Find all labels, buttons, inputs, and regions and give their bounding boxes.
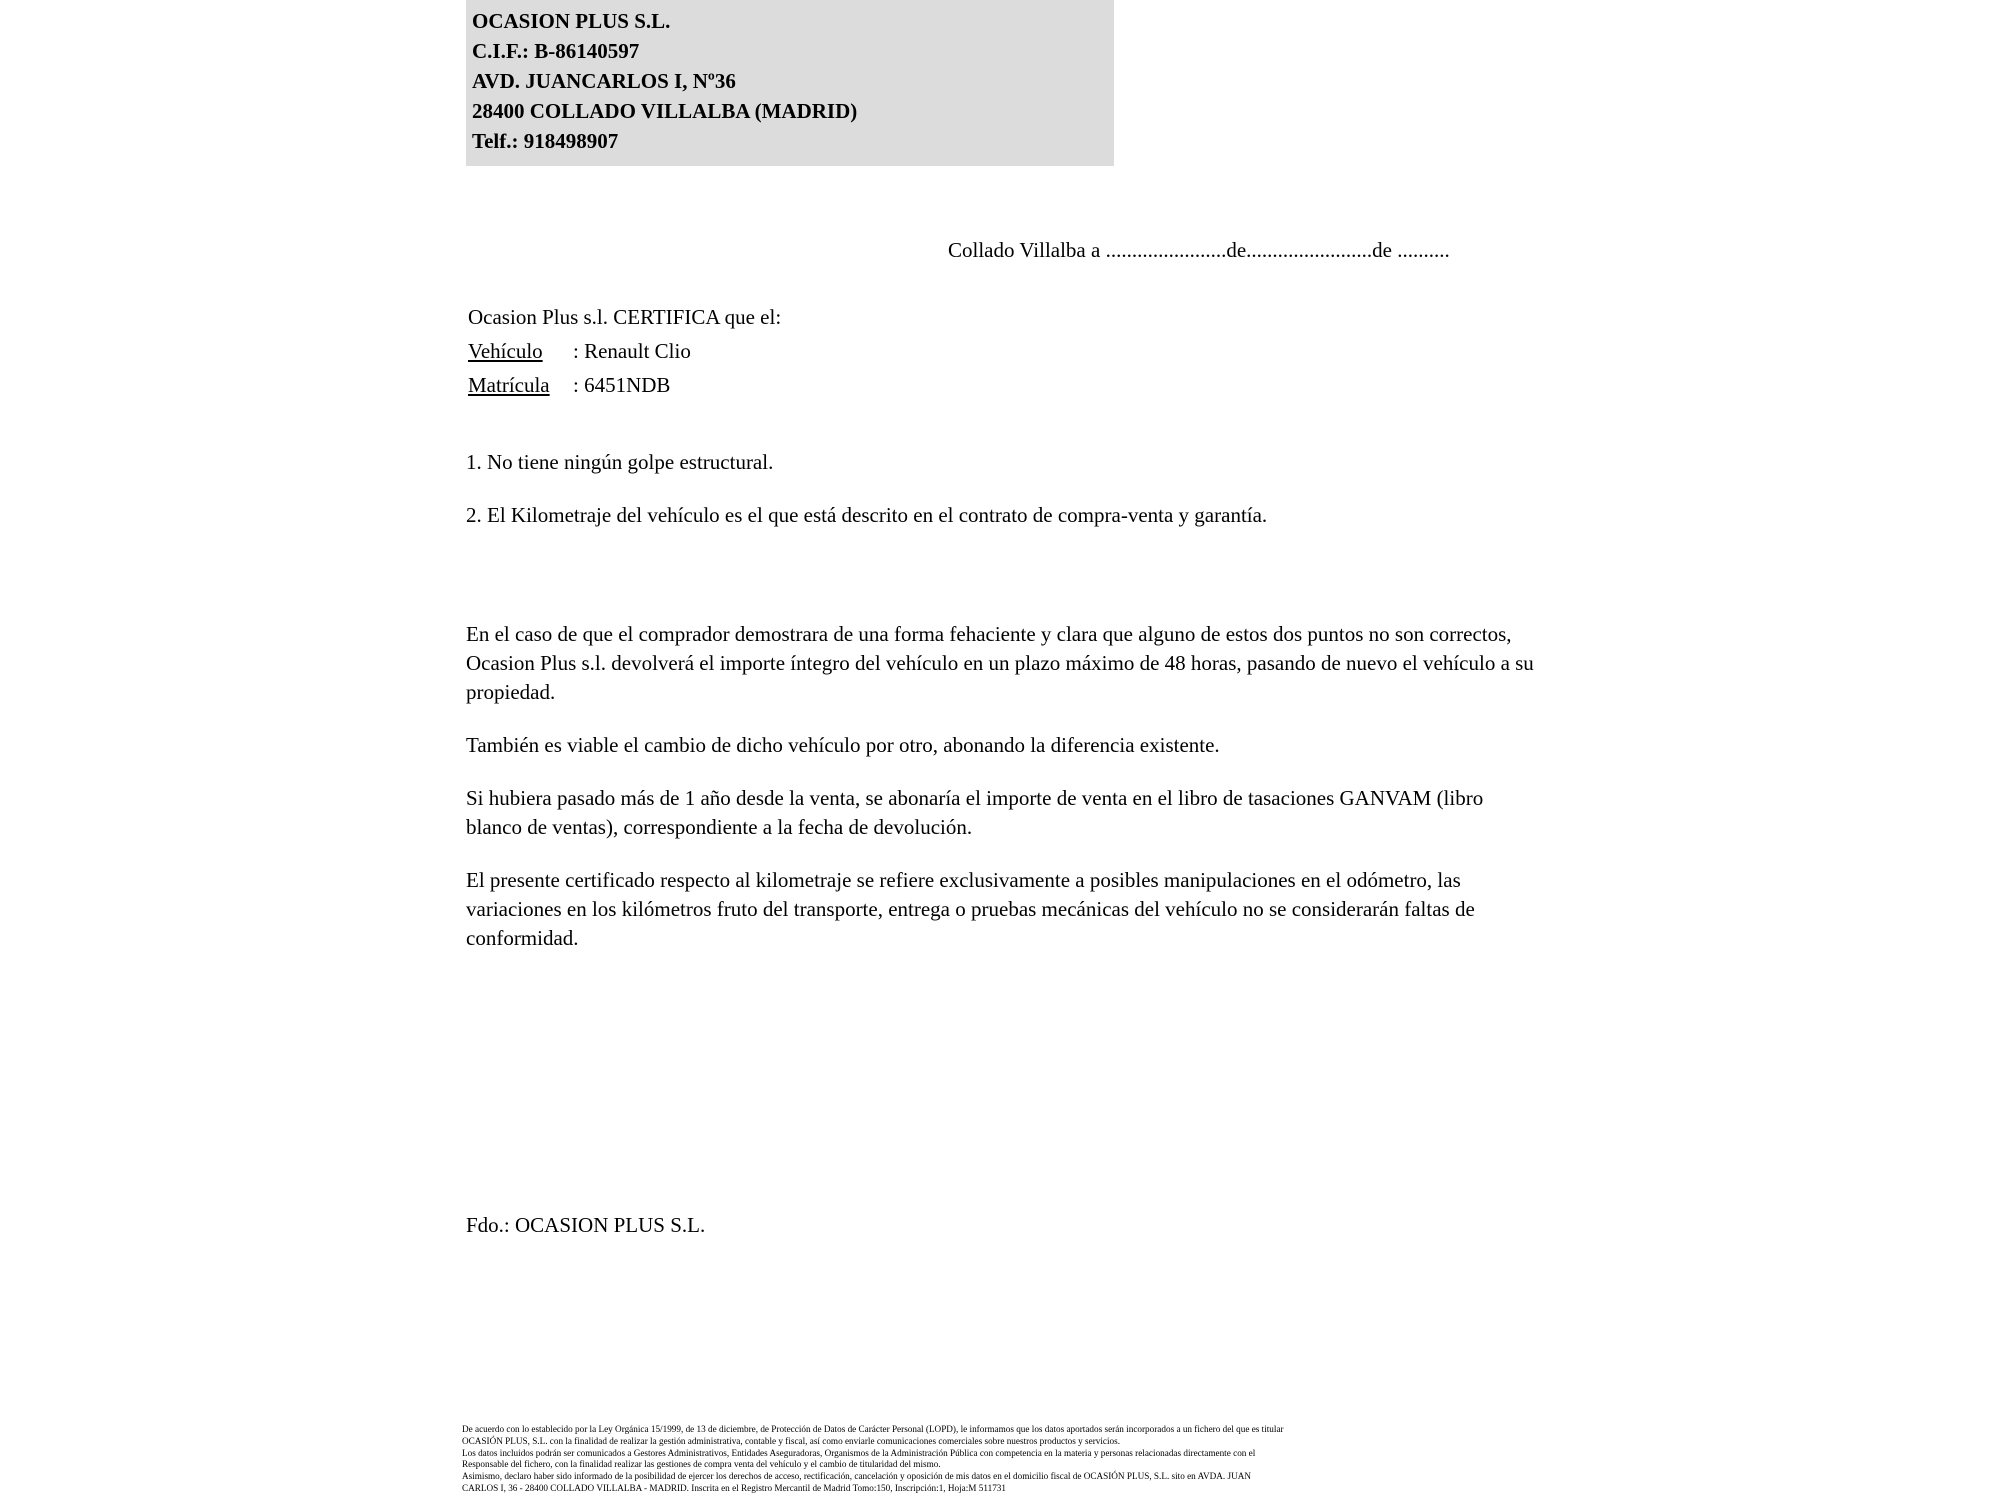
legal-footer [462, 1424, 1552, 1495]
plate-value: : 6451NDB [573, 373, 671, 397]
company-cif: C.I.F.: B-86140597 [472, 39, 640, 63]
legal-line: Asimismo, declaro haber sido informado de la posibilidad de ejercer los derechos de acceso, rectificación, cancelación y oposición de mis datos en el domicilio fiscal de OCASIÓN PLUS, S.L. sito en AVDA. JUAN [462, 1471, 1251, 1482]
legal-line: Los datos incluidos podrán ser comunicados a Gestores Administrativos, Entidades Aseguradoras, Organismos de la Administración Pública con competencia en la materia y personas relacionadas directamente con el [462, 1447, 1256, 1458]
plate-label: Matrícula [468, 373, 550, 397]
company-name: OCASION PLUS S.L. [472, 9, 671, 33]
point-item: 2. El Kilometraje del vehículo es el que está descrito en el contrato de compra-venta y garantía. [466, 503, 1268, 527]
certify-intro: Ocasion Plus s.l. CERTIFICA que el: [468, 305, 782, 329]
legal-line: CARLOS I, 36 - 28400 COLLADO VILLALBA - MADRID. Inscrita en el Registro Mercantil de Madrid Tomo:150, Inscripción:1, Hoja:M 511731 [462, 1482, 1006, 1493]
paragraph: También es viable el cambio de dicho vehículo por otro, abonando la diferencia existente. [466, 733, 1220, 757]
point-item: 1. No tiene ningún golpe estructural. [466, 450, 774, 474]
body-paragraphs [466, 620, 1541, 977]
legal-line: OCASIÓN PLUS, S.L. con la finalidad de realizar la gestión administrativa, contable y fiscal, así como enviarle comunicaciones comerciales sobre nuestros productos y servicios. [462, 1435, 1120, 1446]
legal-line: De acuerdo con lo establecido por la Ley Orgánica 15/1999, de 13 de diciembre, de Protección de Datos de Carácter Personal (LOPD), le informamos que los datos aportados serán incorporados a un fichero del que es titular [462, 1424, 1284, 1434]
vehicle-row [468, 334, 781, 368]
company-address-street: AVD. JUANCARLOS I, Nº36 [472, 69, 736, 93]
company-phone: Telf.: 918498907 [472, 129, 619, 153]
vehicle-value: : Renault Clio [573, 339, 691, 363]
company-letterhead [466, 0, 1114, 166]
certified-points [466, 450, 1566, 556]
signature-line: Fdo.: OCASION PLUS S.L. [466, 1213, 706, 1237]
paragraph: En el caso de que el comprador demostrara de una forma fehaciente y clara que alguno de estos dos puntos no son correctos, Ocasion Plus s.l. devolverá el importe íntegro del vehículo en un plazo máximo de 48 horas, pasando de nuevo el vehículo a su propiedad. [466, 622, 1534, 704]
certification-block [468, 300, 781, 402]
plate-row [468, 368, 781, 402]
paragraph: Si hubiera pasado más de 1 año desde la venta, se abonaría el importe de venta en el libro de tasaciones GANVAM (libro blanco de ventas), correspondiente a la fecha de devolución. [466, 786, 1484, 839]
company-address-city: 28400 COLLADO VILLALBA (MADRID) [472, 99, 858, 123]
paragraph: El presente certificado respecto al kilometraje se refiere exclusivamente a posibles manipulaciones en el odómetro, las variaciones en los kilómetros fruto del transporte, entrega o pruebas mecánicas del vehículo no se considerarán faltas de conformidad. [466, 868, 1475, 950]
date-line: Collado Villalba a .......................de........................de .......... [948, 238, 1450, 262]
legal-line: Responsable del fichero, con la finalidad realizar las gestiones de compra venta del vehículo y el cambio de titularidad del mismo. [462, 1459, 941, 1470]
vehicle-label: Vehículo [468, 339, 543, 363]
